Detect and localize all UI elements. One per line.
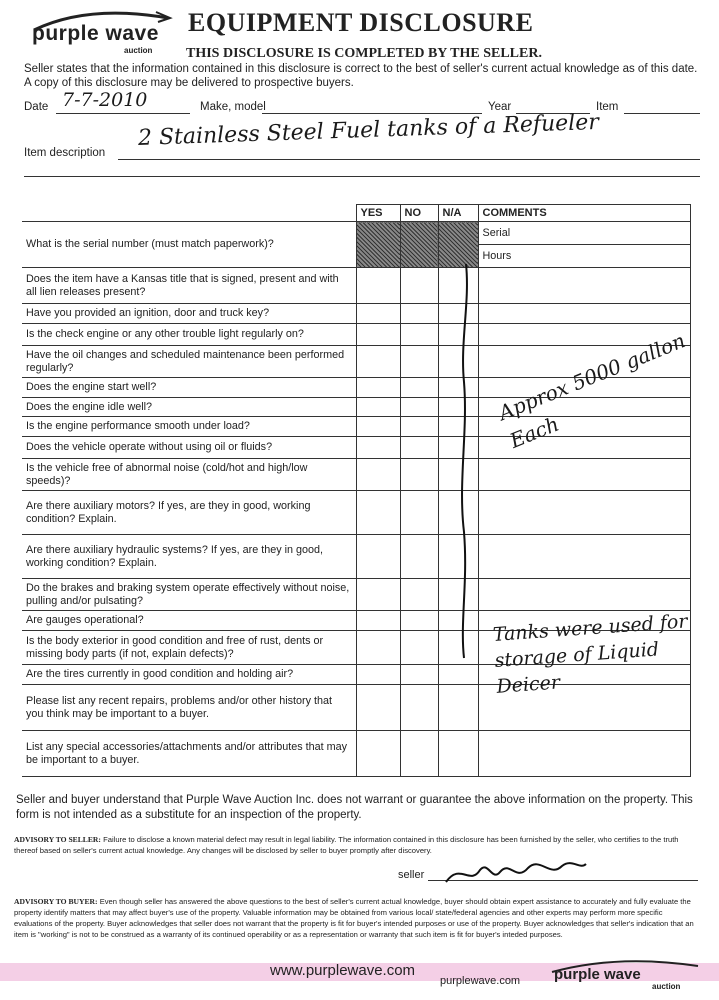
page-title: EQUIPMENT DISCLOSURE bbox=[188, 8, 534, 37]
na-header: N/A bbox=[438, 205, 478, 222]
no-cell[interactable] bbox=[400, 731, 438, 777]
advisory-seller-text: Failure to disclose a known material defect may result in legal liability. The information contained in this disclosure has been furnished by the seller, who certifies to the truth thereof based on seller's current actual knowledge. Any changes will be disclosed by seller to buyer promptly after discovery. bbox=[14, 835, 679, 855]
comment-note-capacity[interactable]: Approx 5000 gallon Each bbox=[495, 328, 689, 453]
question-text: Have you provided an ignition, door and truck key? bbox=[22, 304, 356, 324]
table-row bbox=[22, 459, 690, 491]
question-text: Are the tires currently in good condition and holding air? bbox=[22, 665, 356, 685]
yes-cell[interactable] bbox=[356, 631, 400, 665]
table-row bbox=[22, 535, 690, 579]
comment-note-usage[interactable]: Tanks were used for storage of Liquid Deicer bbox=[492, 610, 689, 698]
question-text: Does the engine idle well? bbox=[22, 398, 356, 417]
table-row bbox=[22, 268, 690, 304]
comments-cell[interactable] bbox=[478, 304, 690, 324]
comments-cell[interactable] bbox=[478, 731, 690, 777]
question-text: Have the oil changes and scheduled maintenance been performed regularly? bbox=[22, 346, 356, 378]
footer-logo-sub: auction bbox=[652, 982, 681, 991]
no-cell[interactable] bbox=[400, 611, 438, 631]
table-header-row bbox=[22, 205, 690, 222]
yes-cell[interactable] bbox=[356, 417, 400, 437]
logo-brand-text: purple wave bbox=[32, 22, 159, 45]
no-cell[interactable] bbox=[400, 268, 438, 304]
serial-label: Serial bbox=[482, 227, 511, 239]
yes-cell[interactable] bbox=[356, 685, 400, 731]
footer-website[interactable]: www.purplewave.com bbox=[270, 962, 416, 979]
yes-cell[interactable] bbox=[356, 611, 400, 631]
question-text: Does the engine start well? bbox=[22, 378, 356, 398]
table-row bbox=[22, 304, 690, 324]
make-model-label: Make, model bbox=[200, 101, 266, 113]
yes-cell[interactable] bbox=[356, 459, 400, 491]
description-label: Item description bbox=[24, 147, 106, 159]
no-cell[interactable] bbox=[400, 417, 438, 437]
yes-cell[interactable] bbox=[356, 268, 400, 304]
comments-cell[interactable] bbox=[478, 268, 690, 304]
purple-wave-logo bbox=[28, 6, 178, 56]
question-text: Are gauges operational? bbox=[22, 611, 356, 631]
no-cell[interactable] bbox=[400, 304, 438, 324]
comments-cell[interactable] bbox=[478, 535, 690, 579]
yes-header: YES bbox=[356, 205, 400, 222]
intro-text: Seller states that the information contained in this disclosure is correct to the best of seller's current actual knowledge as of this date. A copy of this disclosure may be delivered to prospective buyers. bbox=[24, 63, 698, 89]
table-row bbox=[22, 491, 690, 535]
yes-cell[interactable] bbox=[356, 398, 400, 417]
serial-hours-cell bbox=[478, 222, 690, 268]
yes-cell-shaded bbox=[356, 222, 400, 268]
yes-cell[interactable] bbox=[356, 378, 400, 398]
no-cell[interactable] bbox=[400, 324, 438, 346]
hours-label: Hours bbox=[482, 250, 512, 262]
na-handwritten-line bbox=[452, 262, 482, 662]
no-cell-shaded bbox=[400, 222, 438, 268]
question-text: Do the brakes and braking system operate effectively without noise, pulling and/or pulsating? bbox=[22, 579, 356, 611]
yes-cell[interactable] bbox=[356, 437, 400, 459]
question-text: Is the body exterior in good condition and free of rust, dents or missing body parts (if not, explain defects)? bbox=[22, 631, 356, 665]
yes-cell[interactable] bbox=[356, 579, 400, 611]
table-row bbox=[22, 222, 690, 268]
page-subtitle: THIS DISCLOSURE IS COMPLETED BY THE SELLER. bbox=[186, 46, 542, 61]
yes-cell[interactable] bbox=[356, 346, 400, 378]
no-cell[interactable] bbox=[400, 631, 438, 665]
no-cell[interactable] bbox=[400, 398, 438, 417]
question-text: Is the check engine or any other trouble light regularly on? bbox=[22, 324, 356, 346]
no-cell[interactable] bbox=[400, 665, 438, 685]
no-cell[interactable] bbox=[400, 685, 438, 731]
question-text: Are there auxiliary hydraulic systems? If yes, are they in good, working condition? Explain. bbox=[22, 535, 356, 579]
question-header bbox=[22, 205, 356, 222]
yes-cell[interactable] bbox=[356, 665, 400, 685]
description-value[interactable]: 2 Stainless Steel Fuel tanks of a Refueler bbox=[137, 109, 600, 151]
date-line bbox=[56, 113, 190, 114]
table-row bbox=[22, 731, 690, 777]
no-header: NO bbox=[400, 205, 438, 222]
table-row bbox=[22, 579, 690, 611]
item-label: Item bbox=[596, 101, 619, 113]
description-line-2[interactable] bbox=[24, 176, 700, 177]
table-row bbox=[22, 437, 690, 459]
no-cell[interactable] bbox=[400, 459, 438, 491]
advisory-buyer bbox=[14, 896, 698, 940]
advisory-buyer-label: ADVISORY TO BUYER: bbox=[14, 897, 98, 906]
yes-cell[interactable] bbox=[356, 535, 400, 579]
question-text: What is the serial number (must match paperwork)? bbox=[22, 222, 356, 268]
comments-cell[interactable] bbox=[478, 491, 690, 535]
footer-website-small[interactable]: purplewave.com bbox=[440, 975, 521, 987]
hours-field[interactable] bbox=[479, 245, 690, 267]
no-cell[interactable] bbox=[400, 346, 438, 378]
table-row bbox=[22, 324, 690, 346]
seller-label: seller bbox=[398, 869, 425, 881]
yes-cell[interactable] bbox=[356, 324, 400, 346]
date-label: Date bbox=[24, 101, 49, 113]
year-label: Year bbox=[488, 101, 512, 113]
question-text: Is the vehicle free of abnormal noise (cold/hot and high/low speeds)? bbox=[22, 459, 356, 491]
question-text: Does the vehicle operate without using oil or fluids? bbox=[22, 437, 356, 459]
no-cell[interactable] bbox=[400, 579, 438, 611]
question-text: Does the item have a Kansas title that is signed, present and with all lien releases present? bbox=[22, 268, 356, 304]
no-cell[interactable] bbox=[400, 378, 438, 398]
comments-cell[interactable] bbox=[478, 579, 690, 611]
no-cell[interactable] bbox=[400, 491, 438, 535]
yes-cell[interactable] bbox=[356, 731, 400, 777]
na-cell[interactable] bbox=[438, 731, 478, 777]
make-model-line[interactable] bbox=[262, 113, 482, 114]
advisory-seller bbox=[14, 834, 698, 856]
comments-header: COMMENTS bbox=[478, 205, 690, 222]
footer-logo bbox=[548, 958, 708, 994]
advisory-seller-label: ADVISORY TO SELLER: bbox=[14, 835, 101, 844]
na-cell[interactable] bbox=[438, 665, 478, 685]
seller-signature bbox=[440, 852, 590, 892]
comments-cell[interactable] bbox=[478, 459, 690, 491]
question-text: Are there auxiliary motors? If yes, are they in good, working condition? Explain. bbox=[22, 491, 356, 535]
question-text: Please list any recent repairs, problems and/or other history that you think may be important to a buyer. bbox=[22, 685, 356, 731]
yes-cell[interactable] bbox=[356, 491, 400, 535]
advisory-buyer-text: Even though seller has answered the above questions to the best of seller's current actual knowledge, buyer should obtain expert assistance to accurately and fully evaluate the property identify matters that may affect buyer's use of the property. Valuable information may be obtained from various local/ state/federal agencies and other experts may perform more specific evaluations of the property. Buyer acknowledges that seller does not warrant that the property is fit for buyer's intended purposes or use of the property. Buyer acknowledges that seller's indication that an item is "working" is not to be construed as a warranty of its continued operability or as a representation or warranty that such item is fit for buyer's inteded purposes. bbox=[14, 897, 694, 939]
logo-sub-text: auction bbox=[124, 46, 153, 55]
serial-field[interactable] bbox=[479, 222, 690, 245]
date-value[interactable]: 7-7-2010 bbox=[62, 89, 148, 111]
no-cell[interactable] bbox=[400, 437, 438, 459]
yes-cell[interactable] bbox=[356, 304, 400, 324]
na-cell[interactable] bbox=[438, 685, 478, 731]
no-cell[interactable] bbox=[400, 535, 438, 579]
na-cell-shaded bbox=[438, 222, 478, 268]
item-line[interactable] bbox=[624, 113, 700, 114]
question-text: Is the engine performance smooth under load? bbox=[22, 417, 356, 437]
question-text: List any special accessories/attachments and/or attributes that may be important to a buyer. bbox=[22, 731, 356, 777]
disclaimer-text: Seller and buyer understand that Purple Wave Auction Inc. does not warrant or guarantee the above information on the property. This form is not intended as a substitute for an inspection of the property. bbox=[16, 794, 693, 821]
description-line[interactable] bbox=[118, 159, 700, 160]
footer-logo-text: purple wave bbox=[554, 966, 641, 983]
